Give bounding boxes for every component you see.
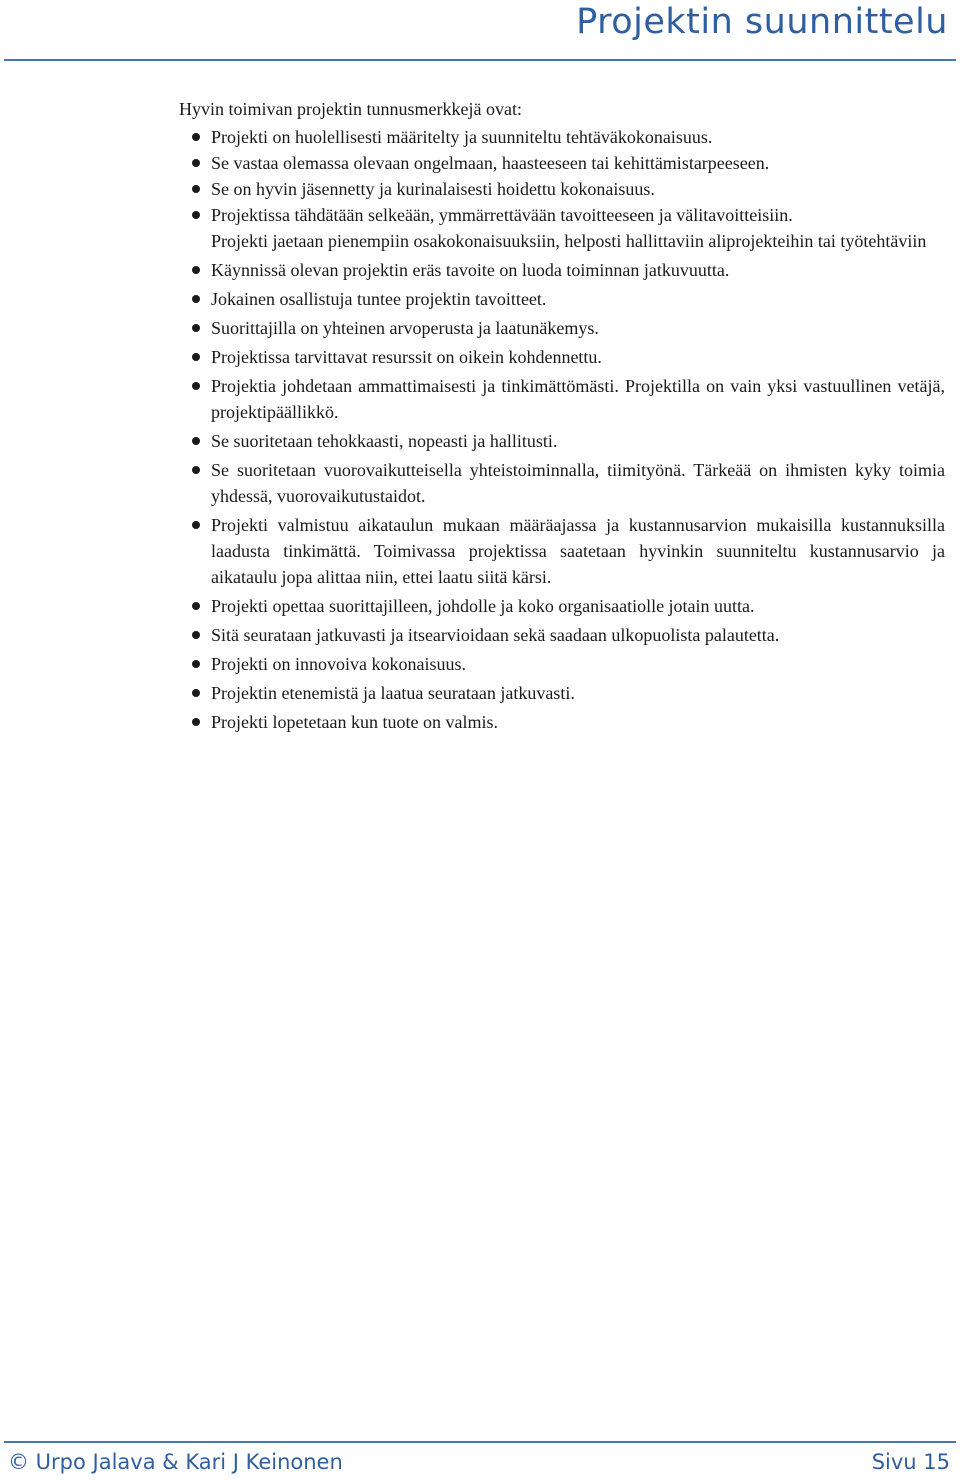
list-item: Se suoritetaan tehokkaasti, nopeasti ja hallitusti. [179, 428, 945, 454]
bullet-icon [192, 718, 200, 726]
bullet-icon [192, 631, 200, 639]
list-item: Se vastaa olemassa olevaan ongelmaan, haasteeseen tai kehittämistarpeeseen. [179, 150, 945, 176]
bullet-icon [192, 353, 200, 361]
footer-authors: © Urpo Jalava & Kari J Keinonen [8, 1450, 343, 1474]
list-item: Projekti lopetetaan kun tuote on valmis. [179, 709, 945, 735]
list-item: Se suoritetaan vuorovaikutteisella yhteistoiminnalla, tiimityönä. Tärkeää on ihmisten kyky toimia yhdessä, vuorovaikutustaidot. [179, 457, 945, 509]
list-item: Projektia johdetaan ammattimaisesti ja tinkimättömästi. Projektilla on vain yksi vastuullinen vetäjä, projektipäällikkö. [179, 373, 945, 425]
footer-page-number: Sivu 15 [871, 1450, 950, 1474]
list-item: Projektissa tarvittavat resurssit on oikein kohdennettu. [179, 344, 945, 370]
bullet-icon [192, 266, 200, 274]
bullet-icon [192, 185, 200, 193]
header-divider [4, 59, 956, 61]
bullet-icon [192, 211, 200, 219]
bullet-icon [192, 324, 200, 332]
list-item: Projekti valmistuu aikataulun mukaan määräajassa ja kustannusarvion mukaisilla kustannuksilla laadusta tinkimättä. Toimivassa projektissa saatetaan hyvinkin suunniteltu kustannusarvio ja aikataulu jopa alittaa niin, ettei laatu siitä kärsi. [179, 512, 945, 590]
document-body [179, 96, 945, 738]
bullet-icon [192, 295, 200, 303]
bullet-icon [192, 689, 200, 697]
bullet-icon [192, 466, 200, 474]
list-item: Suorittajilla on yhteinen arvoperusta ja laatunäkemys. [179, 315, 945, 341]
footer-divider [4, 1441, 956, 1443]
page-header-title: Projektin suunnittelu [576, 2, 948, 42]
list-item: Käynnissä olevan projektin eräs tavoite on luoda toiminnan jatkuvuutta. [179, 257, 945, 283]
bullet-icon [192, 660, 200, 668]
list-item: Jokainen osallistuja tuntee projektin tavoitteet. [179, 286, 945, 312]
bullet-icon [192, 159, 200, 167]
list-item: Sitä seurataan jatkuvasti ja itsearvioidaan sekä saadaan ulkopuolista palautetta. [179, 622, 945, 648]
bullet-icon [192, 437, 200, 445]
list-item: Projekti on huolellisesti määritelty ja suunniteltu tehtäväkokonaisuus. [179, 124, 945, 150]
list-item: Projekti jaetaan pienempiin osakokonaisuuksiin, helposti hallittaviin aliprojekteihin tai työtehtäviin [211, 231, 927, 251]
list-item: Projektissa tähdätään selkeään, ymmärrettävään tavoitteeseen ja välitavoitteisiin. [179, 202, 945, 228]
list-item: Projekti opettaa suorittajilleen, johdolle ja koko organisaatiolle jotain uutta. [179, 593, 945, 619]
bullet-icon [192, 133, 200, 141]
intro-text: Hyvin toimivan projektin tunnusmerkkejä ovat: [179, 99, 522, 119]
bullet-icon [192, 521, 200, 529]
list-item: Projektin etenemistä ja laatua seurataan jatkuvasti. [179, 680, 945, 706]
bullet-icon [192, 382, 200, 390]
bullet-icon [192, 602, 200, 610]
bullet-list [179, 124, 945, 735]
list-item: Se on hyvin jäsennetty ja kurinalaisesti hoidettu kokonaisuus. [179, 176, 945, 202]
list-item: Projekti on innovoiva kokonaisuus. [179, 651, 945, 677]
